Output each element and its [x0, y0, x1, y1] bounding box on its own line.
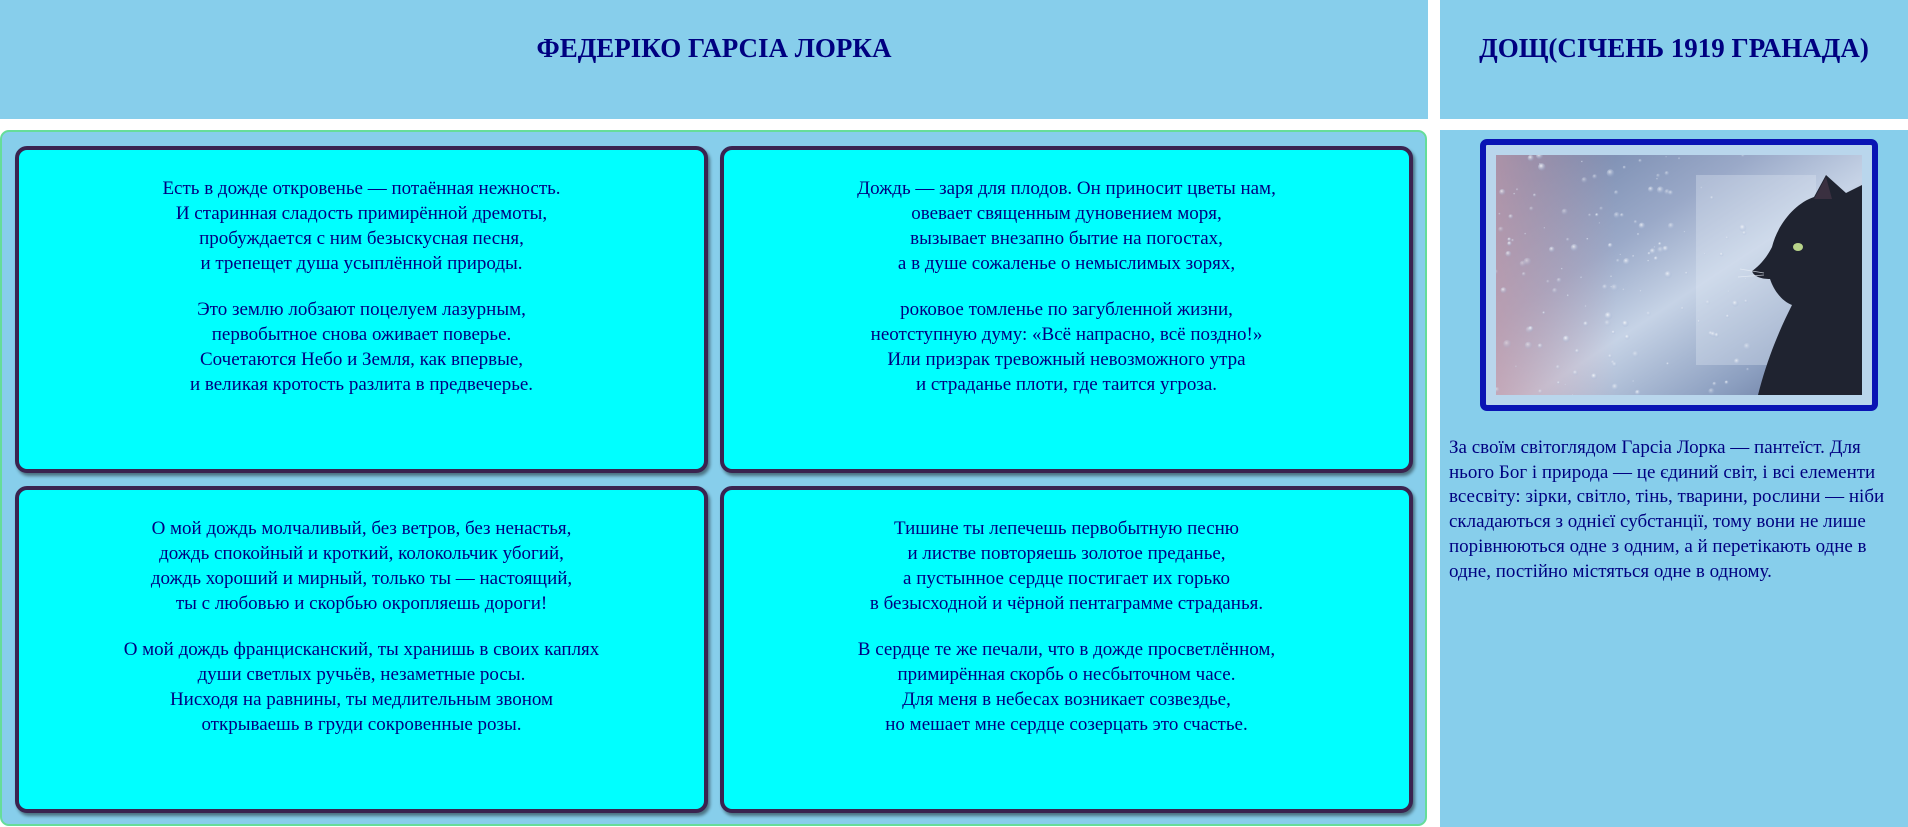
- cat-rain-image: [1480, 139, 1878, 411]
- poem-line: Это землю лобзают поцелуем лазурным,: [197, 299, 526, 320]
- poem-line: и трепещет душа усыплённой природы.: [200, 253, 523, 274]
- poem-line: и великая кротость разлита в предвечерье.: [189, 374, 534, 395]
- poem-line: и страданье плоти, где таится угроза.: [915, 374, 1218, 395]
- poem-line: В сердце те же печали, что в дожде просветлённом,: [857, 639, 1276, 660]
- stanza: [19, 516, 704, 616]
- stanza: [19, 176, 704, 276]
- poem-line: О мой дождь францисканский, ты хранишь в своих каплях: [123, 639, 600, 660]
- poem-line: примирённая скорбь о несбыточном часе.: [897, 664, 1236, 685]
- page-title: ФЕДЕРІКО ГАРСІА ЛОРКА: [536, 33, 892, 63]
- poem-line: дождь хороший и мирный, только ты — настоящий,: [150, 568, 573, 589]
- poem-line: Тишине ты лепечешь первобытную песню: [893, 518, 1239, 539]
- poem-line: открываешь в груди сокровенные розы.: [201, 714, 522, 735]
- poem-line: а пустынное сердце постигает их горько: [903, 568, 1230, 589]
- poem-card-3: [15, 486, 708, 813]
- stanza: [724, 297, 1409, 397]
- poem-line: Есть в дожде откровенье — потаённая нежность.: [162, 178, 561, 199]
- poem-line: первобытное снова оживает поверье.: [211, 324, 512, 345]
- poem-line: и листве повторяешь золотое преданье,: [907, 543, 1226, 564]
- poem-line: Для меня в небесах возникает созвездье,: [902, 689, 1231, 710]
- cat-rain-picture: [1496, 155, 1862, 395]
- poem-title: ДОЩ(СІЧЕНЬ 1919 ГРАНАДА): [1479, 33, 1869, 63]
- stanza: [724, 516, 1409, 616]
- stanza: [19, 637, 704, 737]
- stanza: [724, 176, 1409, 276]
- poem-line: вызывает внезапно бытие на погостах,: [910, 228, 1223, 249]
- poem-grid: [0, 130, 1427, 826]
- poem-line: души светлых ручьёв, незаметные росы.: [197, 664, 526, 685]
- poem-line: пробуждается с ним безыскусная песня,: [199, 228, 524, 249]
- sidebar-header: [1440, 0, 1908, 119]
- poem-line: Нисходя на равнины, ты медлительным звоном: [169, 689, 554, 710]
- poem-line: но мешает мне сердце созерцать это счастье.: [885, 714, 1248, 735]
- poem-line: Или призрак тревожный невозможного утра: [887, 349, 1246, 370]
- sidebar-description: За своїм світоглядом Гарсіа Лорка — пантеїст. Для нього Бог і природа — це єдиний світ, і всі елементи всесвіту: зірки, світло, тінь, тварини, рослини — ніби складаються з однієї субстанції, тому вони не лише порівнюються одне з одним, а й перетікають одне в одне, постійно містяться одне в одному.: [1449, 437, 1885, 582]
- poem-card-1: [15, 146, 708, 473]
- poem-line: Сочетаются Небо и Земля, как впервые,: [199, 349, 524, 370]
- cat-eye: [1793, 243, 1803, 251]
- poem-card-2: [720, 146, 1413, 473]
- poem-line: а в душе сожаленье о немыслимых зорях,: [897, 253, 1236, 274]
- stanza: [19, 297, 704, 397]
- sidebar: [1440, 130, 1908, 827]
- poem-line: неотступную думу: «Всё напрасно, всё поздно!»: [870, 324, 1263, 345]
- poem-card-4: [720, 486, 1413, 813]
- site-header: [0, 0, 1428, 119]
- poem-line: О мой дождь молчаливый, без ветров, без ненастья,: [151, 518, 572, 539]
- stanza: [724, 637, 1409, 737]
- poem-line: Дождь — заря для плодов. Он приносит цветы нам,: [857, 178, 1276, 199]
- poem-line: роковое томленье по загубленной жизни,: [900, 299, 1233, 320]
- poem-line: И старинная сладость примирённой дремоты,: [175, 203, 548, 224]
- poem-line: овевает священным дуновением моря,: [911, 203, 1222, 224]
- poem-line: дождь спокойный и кроткий, колокольчик убогий,: [159, 543, 564, 564]
- poem-line: ты с любовью и скорбью окропляешь дороги!: [175, 593, 548, 614]
- poem-line: в безысходной и чёрной пентаграмме страданья.: [869, 593, 1264, 614]
